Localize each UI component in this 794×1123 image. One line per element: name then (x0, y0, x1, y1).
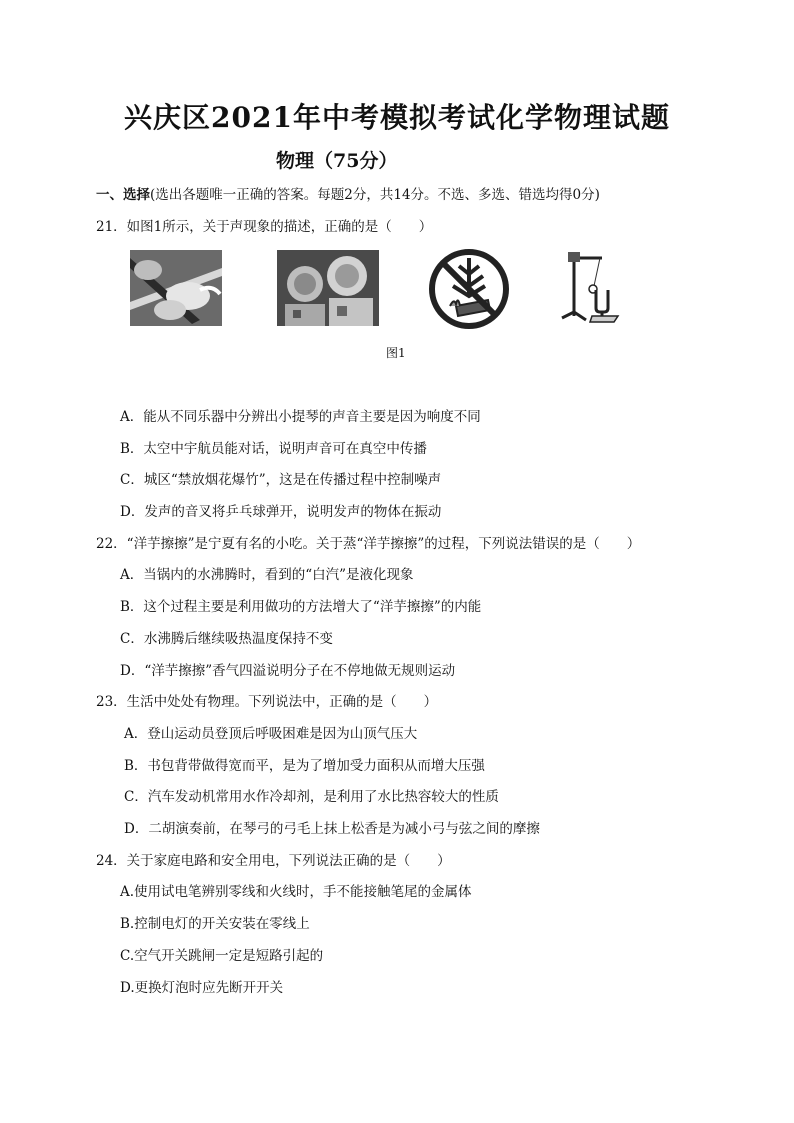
q24-option-d: D.更换灯泡时应先断开开关 (120, 980, 284, 996)
section-heading (96, 186, 600, 204)
no-fireworks-sign-icon (428, 248, 510, 330)
q21-option-c: C．城区“禁放烟花爆竹”，这是在传播过程中控制噪声 (120, 472, 442, 488)
q23-option-a: A．登山运动员登顶后呼吸困难是因为山顶气压大 (124, 726, 418, 742)
astronauts-image (277, 250, 379, 326)
section-label: 一、选择 (96, 187, 150, 203)
q24-option-c: C.空气开关跳闸一定是短路引起的 (120, 948, 324, 964)
question-21-stem: 21．如图1所示，关于声现象的描述，正确的是（ ） (96, 219, 433, 235)
q24-option-b: B.控制电灯的开关安装在零线上 (120, 916, 310, 932)
q24-option-a: A.使用试电笔辨别零线和火线时，手不能接触笔尾的金属体 (120, 884, 472, 900)
section-note: (选出各题唯一正确的答案。每题2分，共14分。不选、多选、错选均得0分) (150, 187, 600, 203)
q22-option-d: D．“洋芋擦擦”香气四溢说明分子在不停地做无规则运动 (120, 663, 456, 679)
question-24-stem: 24．关于家庭电路和安全用电，下列说法正确的是（ ） (96, 853, 451, 869)
question-22-stem: 22．“洋芋擦擦”是宁夏有名的小吃。关于蒸“洋芋擦擦”的过程，下列说法错误的是（ ） (96, 536, 641, 552)
q23-option-d: D．二胡演奏前，在琴弓的弓毛上抹上松香是为减小弓与弦之间的摩擦 (124, 821, 540, 837)
q23-option-b: B．书包背带做得宽而平，是为了增加受力面积从而增大压强 (124, 758, 485, 774)
q22-option-a: A．当锅内的水沸腾时，看到的“白汽”是液化现象 (120, 567, 414, 583)
q23-option-c: C．汽车发动机常用水作冷却剂，是利用了水比热容较大的性质 (124, 789, 499, 805)
violin-image (130, 250, 222, 326)
q22-option-b: B．这个过程主要是利用做功的方法增大了“洋芋擦擦”的内能 (120, 599, 482, 615)
q21-option-d: D．发声的音叉将乒乓球弹开，说明发声的物体在振动 (120, 504, 442, 520)
page-subtitle: 物理（75分） (276, 150, 398, 172)
question-23-stem: 23．生活中处处有物理。下列说法中，正确的是（ ） (96, 694, 438, 710)
tuning-fork-apparatus-icon (556, 246, 624, 326)
q21-option-b: B．太空中宇航员能对话，说明声音可在真空中传播 (120, 441, 427, 457)
figure-caption: 图1 (386, 346, 406, 360)
page-title: 兴庆区2021年中考模拟考试化学物理试题 (124, 101, 670, 134)
q21-option-a: A．能从不同乐器中分辨出小提琴的声音主要是因为响度不同 (120, 409, 481, 425)
q22-option-c: C．水沸腾后继续吸热温度保持不变 (120, 631, 333, 647)
